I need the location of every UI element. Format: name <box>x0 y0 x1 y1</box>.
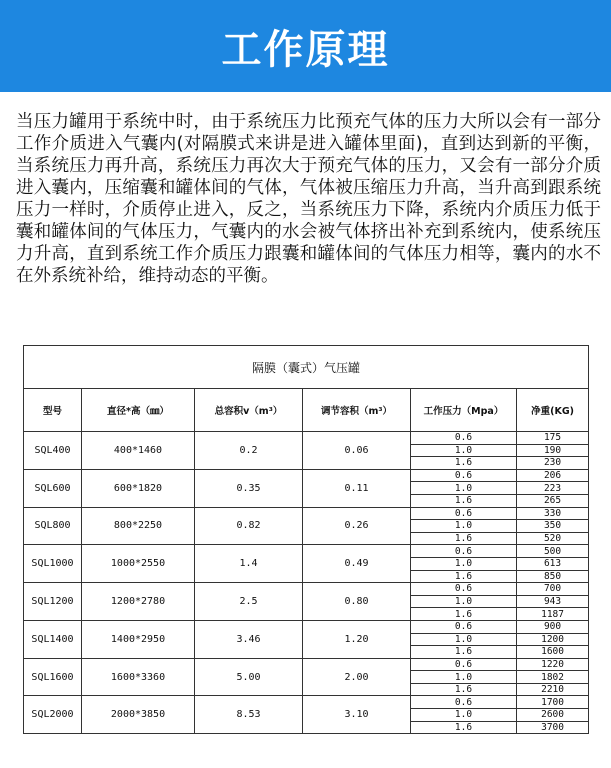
model-cell: SQL1000 <box>24 545 82 583</box>
total-volume-cell: 8.53 <box>195 696 303 734</box>
weight-cell: 175 <box>517 432 589 445</box>
table-header-row <box>24 389 589 432</box>
model-cell: SQL800 <box>24 507 82 545</box>
model-cell: SQL400 <box>24 432 82 470</box>
title-banner <box>0 0 611 92</box>
weight-cell: 520 <box>517 532 589 545</box>
weight-cell: 900 <box>517 620 589 633</box>
total-volume-cell: 1.4 <box>195 545 303 583</box>
pressure-cell: 1.0 <box>411 520 517 533</box>
weight-cell: 850 <box>517 570 589 583</box>
header-total-volume: 总容积v（m³） <box>195 389 303 432</box>
table-row <box>24 658 589 671</box>
pressure-cell: 1.0 <box>411 557 517 570</box>
weight-cell: 2210 <box>517 683 589 696</box>
table-row <box>24 545 589 558</box>
table-row <box>24 696 589 709</box>
pressure-cell: 0.6 <box>411 545 517 558</box>
adjust-volume-cell: 0.26 <box>303 507 411 545</box>
pressure-cell: 1.6 <box>411 494 517 507</box>
adjust-volume-cell: 0.80 <box>303 583 411 621</box>
principle-paragraph: 当压力罐用于系统中时，由于系统压力比预充气体的压力大所以会有一部分工作介质进入气囊内(对隔膜式来讲是进入罐体里面)，直到达到新的平衡，当系统压力再升高，系统压力再次大于预充气体的压力，又会有一部分介质进入囊内，压缩囊和罐体间的气体，气体被压缩压力升高，当升高到跟系统压力一样时，介质停止进入，反之，当系统压力下降，系统内介质压力低于囊和罐体间的气体压力，气囊内的水会被气体挤出补充到系统内，使系统压力升高，直到系统工作介质压力跟囊和罐体间的气体压力相等，囊内的水不在外系统补给，维持动态的平衡。 <box>16 112 601 286</box>
table-row <box>24 507 589 520</box>
weight-cell: 230 <box>517 457 589 470</box>
model-cell: SQL600 <box>24 469 82 507</box>
table-body <box>24 432 589 734</box>
weight-cell: 1600 <box>517 646 589 659</box>
model-cell: SQL1400 <box>24 620 82 658</box>
pressure-cell: 1.6 <box>411 646 517 659</box>
pressure-cell: 1.6 <box>411 608 517 621</box>
pressure-cell: 0.6 <box>411 583 517 596</box>
weight-cell: 1187 <box>517 608 589 621</box>
dimensions-cell: 800*2250 <box>82 507 195 545</box>
weight-cell: 1220 <box>517 658 589 671</box>
header-model: 型号 <box>24 389 82 432</box>
model-cell: SQL2000 <box>24 696 82 734</box>
total-volume-cell: 5.00 <box>195 658 303 696</box>
adjust-volume-cell: 0.06 <box>303 432 411 470</box>
weight-cell: 330 <box>517 507 589 520</box>
pressure-cell: 0.6 <box>411 469 517 482</box>
table-row <box>24 432 589 445</box>
weight-cell: 223 <box>517 482 589 495</box>
weight-cell: 350 <box>517 520 589 533</box>
dimensions-cell: 1000*2550 <box>82 545 195 583</box>
header-net-weight: 净重(KG) <box>517 389 589 432</box>
weight-cell: 1200 <box>517 633 589 646</box>
adjust-volume-cell: 2.00 <box>303 658 411 696</box>
pressure-cell: 1.6 <box>411 683 517 696</box>
weight-cell: 190 <box>517 444 589 457</box>
pressure-cell: 1.0 <box>411 595 517 608</box>
table-title-row <box>24 346 589 389</box>
dimensions-cell: 600*1820 <box>82 469 195 507</box>
pressure-cell: 1.6 <box>411 532 517 545</box>
header-adjust-volume: 调节容积（m³） <box>303 389 411 432</box>
pressure-cell: 1.0 <box>411 709 517 722</box>
model-cell: SQL1600 <box>24 658 82 696</box>
weight-cell: 1802 <box>517 671 589 684</box>
pressure-cell: 1.0 <box>411 444 517 457</box>
dimensions-cell: 1400*2950 <box>82 620 195 658</box>
weight-cell: 2600 <box>517 709 589 722</box>
dimensions-cell: 1600*3360 <box>82 658 195 696</box>
adjust-volume-cell: 0.11 <box>303 469 411 507</box>
adjust-volume-cell: 1.20 <box>303 620 411 658</box>
weight-cell: 700 <box>517 583 589 596</box>
pressure-cell: 0.6 <box>411 507 517 520</box>
pressure-cell: 1.6 <box>411 457 517 470</box>
pressure-cell: 0.6 <box>411 696 517 709</box>
pressure-cell: 1.0 <box>411 482 517 495</box>
total-volume-cell: 0.2 <box>195 432 303 470</box>
table-row <box>24 583 589 596</box>
header-working-pressure: 工作压力（Mpa） <box>411 389 517 432</box>
header-dimensions: 直径*高（㎜） <box>82 389 195 432</box>
weight-cell: 943 <box>517 595 589 608</box>
pressure-cell: 0.6 <box>411 620 517 633</box>
weight-cell: 500 <box>517 545 589 558</box>
page-title: 工作原理 <box>221 26 390 73</box>
table-row <box>24 620 589 633</box>
pressure-cell: 0.6 <box>411 432 517 445</box>
model-cell: SQL1200 <box>24 583 82 621</box>
weight-cell: 3700 <box>517 721 589 734</box>
weight-cell: 1700 <box>517 696 589 709</box>
total-volume-cell: 3.46 <box>195 620 303 658</box>
table-title: 隔膜（囊式）气压罐 <box>24 346 589 389</box>
pressure-cell: 1.0 <box>411 671 517 684</box>
dimensions-cell: 400*1460 <box>82 432 195 470</box>
spec-table <box>23 345 589 734</box>
total-volume-cell: 0.35 <box>195 469 303 507</box>
total-volume-cell: 0.82 <box>195 507 303 545</box>
pressure-cell: 1.0 <box>411 633 517 646</box>
weight-cell: 206 <box>517 469 589 482</box>
pressure-cell: 1.6 <box>411 570 517 583</box>
dimensions-cell: 1200*2780 <box>82 583 195 621</box>
pressure-cell: 0.6 <box>411 658 517 671</box>
adjust-volume-cell: 3.10 <box>303 696 411 734</box>
table-row <box>24 469 589 482</box>
weight-cell: 613 <box>517 557 589 570</box>
weight-cell: 265 <box>517 494 589 507</box>
adjust-volume-cell: 0.49 <box>303 545 411 583</box>
pressure-cell: 1.6 <box>411 721 517 734</box>
total-volume-cell: 2.5 <box>195 583 303 621</box>
dimensions-cell: 2000*3850 <box>82 696 195 734</box>
spec-table-container <box>23 345 588 734</box>
